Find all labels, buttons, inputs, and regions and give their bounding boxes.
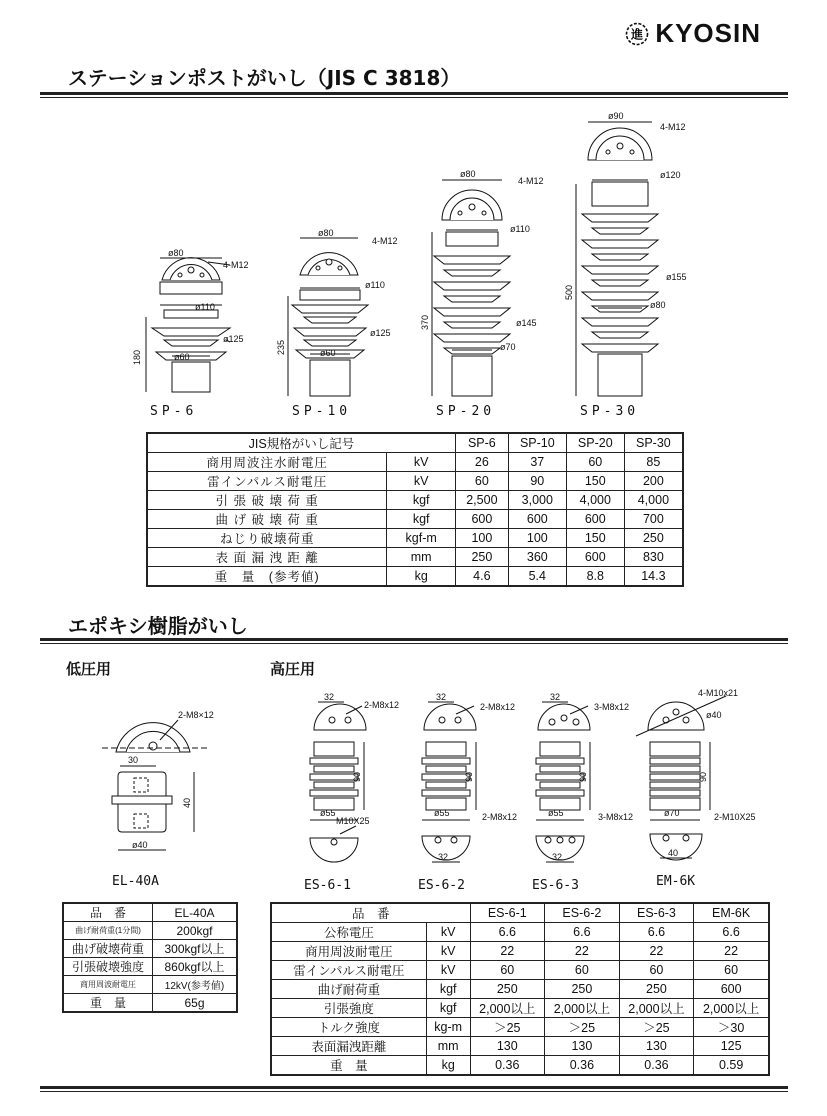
table-row [147,529,683,548]
table-row [271,942,769,961]
cell: 22 [694,942,769,961]
sp10-label: SP-10 [292,404,352,419]
svg-text:ø55: ø55 [548,808,564,818]
table-row [147,510,683,529]
svg-text:32: 32 [550,692,561,702]
row-unit: kgf-m [387,529,455,548]
table-row [271,999,769,1018]
row-name: 重 量 (参考値) [147,567,387,587]
es-spec-table [270,902,770,1076]
row-name: 引張破壊強度 [63,958,153,976]
row-unit: kgf [387,510,455,529]
row-unit: kg [387,567,455,587]
table-header-cell: SP-20 [566,433,624,453]
section2-title: エポキシ樹脂がいし [68,614,248,638]
table-header-cell: 品 番 [63,903,153,922]
svg-text:ø55: ø55 [434,808,450,818]
svg-text:ø80: ø80 [318,228,334,238]
svg-text:ø80: ø80 [460,169,476,179]
table-row [271,1037,769,1056]
table-header-row [271,903,769,923]
em6k-drawing [636,688,756,860]
table-row [147,491,683,510]
svg-text:2-M8×12: 2-M8×12 [178,710,214,720]
row-unit: kV [426,961,470,980]
svg-text:3-M8x12: 3-M8x12 [594,702,630,712]
svg-text:40: 40 [182,797,192,808]
row-unit: kgf [426,999,470,1018]
svg-text:ø80: ø80 [650,300,666,310]
cell: 65g [153,994,238,1013]
svg-text:90: 90 [698,771,708,782]
svg-text:370: 370 [420,314,430,330]
svg-text:30: 30 [128,755,139,765]
svg-text:32: 32 [436,692,447,702]
svg-text:4-M12: 4-M12 [372,236,398,246]
cell: 22 [470,942,545,961]
cell: ＞25 [470,1018,545,1037]
svg-text:ø110: ø110 [195,302,215,312]
row-unit: kV [426,942,470,961]
svg-text:4-M12: 4-M12 [660,122,686,132]
svg-text:4-M12: 4-M12 [518,176,544,186]
cell: 600 [508,510,566,529]
section1-rule [40,92,788,98]
table-header-cell: JIS規格がいし記号 [147,433,455,453]
es63-label: ES-6-3 [532,878,579,893]
cell: 250 [470,980,545,999]
cell: 130 [619,1037,694,1056]
svg-text:4-M12: 4-M12 [223,260,249,270]
svg-text:2-M8x12: 2-M8x12 [364,700,400,710]
svg-text:ø125: ø125 [223,334,244,344]
cell: ＞25 [619,1018,694,1037]
row-unit: kg-m [426,1018,470,1037]
cell: 0.36 [470,1056,545,1076]
row-name: ねじり破壊荷重 [147,529,387,548]
cell: 130 [470,1037,545,1056]
row-name: 引 張 破 壊 荷 重 [147,491,387,510]
svg-text:2-M10X25: 2-M10X25 [714,812,756,822]
cell: 14.3 [624,567,683,587]
svg-text:2-M8x12: 2-M8x12 [480,702,516,712]
row-unit: mm [426,1037,470,1056]
row-name: 公称電圧 [271,923,426,942]
svg-text:ø70: ø70 [500,342,516,352]
cell: 200kgf [153,922,238,940]
table-header-row [63,903,237,922]
cell: 4,000 [566,491,624,510]
row-unit: kV [387,472,455,491]
cell: ＞30 [694,1018,769,1037]
table-header-cell: EL-40A [153,903,238,922]
table-header-cell: SP-6 [455,433,508,453]
table-header-cell: SP-10 [508,433,566,453]
el40a-spec-table [62,902,238,1013]
row-name: 商用周波注水耐電圧 [147,453,387,472]
es62-label: ES-6-2 [418,878,465,893]
section1-title: ステーションポストがいし（JIS C 3818） [68,66,461,90]
cell: 250 [619,980,694,999]
row-name: トルク強度 [271,1018,426,1037]
sp6-label: SP-6 [150,404,198,419]
cell: 0.36 [619,1056,694,1076]
svg-text:ø125: ø125 [370,328,391,338]
row-name: 雷インパルス耐電圧 [271,961,426,980]
cell: 6.6 [619,923,694,942]
svg-text:ø40: ø40 [132,840,148,850]
svg-text:ø60: ø60 [174,352,190,362]
svg-text:ø145: ø145 [516,318,537,328]
cell: 250 [624,529,683,548]
row-name: 表面漏洩距離 [271,1037,426,1056]
cell: 4,000 [624,491,683,510]
low-voltage-heading: 低圧用 [66,660,112,678]
svg-text:ø40: ø40 [706,710,722,720]
table-row [271,1056,769,1076]
row-name: 曲 げ 破 壊 荷 重 [147,510,387,529]
svg-text:32: 32 [438,852,449,862]
table-header-cell: ES-6-3 [619,903,694,923]
table-row [271,1018,769,1037]
table-header-cell: 品 番 [271,903,470,923]
cell: 600 [455,510,508,529]
sp6-drawing [132,248,249,392]
svg-text:M10X25: M10X25 [336,816,370,826]
table-header-cell: SP-30 [624,433,683,453]
cell: 22 [545,942,620,961]
row-name: 曲げ耐荷重(1分間) [63,922,153,940]
em6k-label: EM-6K [656,874,696,889]
cell: 2,500 [455,491,508,510]
table-row [147,567,683,587]
row-name: 曲げ耐荷重 [271,980,426,999]
cell: 130 [545,1037,620,1056]
cell: 100 [455,529,508,548]
row-unit: kgf [426,980,470,999]
svg-text:ø90: ø90 [608,111,624,121]
cell: 150 [566,529,624,548]
cell: 26 [455,453,508,472]
row-name: 重 量 [63,994,153,1013]
row-unit: kV [426,923,470,942]
section2-rule [40,638,788,644]
row-unit: kg [426,1056,470,1076]
svg-text:90: 90 [352,771,362,782]
cell: 60 [455,472,508,491]
svg-text:180: 180 [132,349,142,365]
svg-text:40: 40 [668,848,679,858]
row-unit: kgf [387,491,455,510]
cell: 60 [470,961,545,980]
sp30-label: SP-30 [580,404,640,419]
cell: 60 [545,961,620,980]
svg-text:ø70: ø70 [664,808,680,818]
cell: 12kV(参考値) [153,976,238,994]
cell: 250 [455,548,508,567]
row-unit: mm [387,548,455,567]
el40a-label: EL-40A [112,874,159,889]
table-header-cell: ES-6-2 [545,903,620,923]
svg-text:ø120: ø120 [660,170,681,180]
cell: 4.6 [455,567,508,587]
table-header-cell: EM-6K [694,903,769,923]
cell: 6.6 [545,923,620,942]
svg-text:32: 32 [324,692,335,702]
cell: 6.6 [470,923,545,942]
svg-text:500: 500 [564,284,574,300]
cell: 200 [624,472,683,491]
table-row [271,961,769,980]
footer-rule [40,1086,788,1092]
cell: 90 [508,472,566,491]
brand-name: KYOSIN [655,18,761,48]
cell: 6.6 [694,923,769,942]
cell: 60 [566,453,624,472]
table-row [63,940,237,958]
svg-text:ø60: ø60 [320,348,336,358]
es61-label: ES-6-1 [304,878,351,893]
svg-text:ø110: ø110 [510,224,530,234]
table-row [63,976,237,994]
row-unit: kV [387,453,455,472]
table-row [63,994,237,1013]
cell: 60 [694,961,769,980]
cell: 600 [566,548,624,567]
cell: 85 [624,453,683,472]
sp20-label: SP-20 [436,404,496,419]
cell: 300kgf以上 [153,940,238,958]
row-name: 曲げ破壊荷重 [63,940,153,958]
cell: 0.36 [545,1056,620,1076]
cell: 700 [624,510,683,529]
cell: 0.59 [694,1056,769,1076]
cell: 830 [624,548,683,567]
cell: ＞25 [545,1018,620,1037]
cell: 600 [694,980,769,999]
es-drawings [296,686,796,876]
cell: 150 [566,472,624,491]
brand-logo [625,18,761,49]
cell: 600 [566,510,624,529]
sp-spec-table [146,432,684,587]
cell: 2,000以上 [619,999,694,1018]
cell: 3,000 [508,491,566,510]
table-row [271,923,769,942]
el40a-drawing [90,700,240,900]
row-name: 表 面 漏 洩 距 離 [147,548,387,567]
table-row [63,922,237,940]
svg-text:235: 235 [276,339,286,355]
cell: 2,000以上 [694,999,769,1018]
row-name: 引張強度 [271,999,426,1018]
svg-text:ø110: ø110 [365,280,385,290]
row-name: 商用周波耐電圧 [271,942,426,961]
sp20-drawing [420,169,544,396]
table-header-row [147,433,683,453]
table-row [63,958,237,976]
cell: 37 [508,453,566,472]
svg-text:ø55: ø55 [320,808,336,818]
kyosin-mark-icon [625,22,649,46]
svg-text:2-M8x12: 2-M8x12 [482,812,518,822]
cell: 360 [508,548,566,567]
cell: 100 [508,529,566,548]
cell: 22 [619,942,694,961]
svg-text:90: 90 [578,771,588,782]
cell: 2,000以上 [470,999,545,1018]
svg-text:4-M10x21: 4-M10x21 [698,688,739,698]
es63-drawing [536,692,633,862]
high-voltage-heading: 高圧用 [270,660,316,678]
table-row [147,548,683,567]
table-row [271,980,769,999]
svg-text:90: 90 [464,771,474,782]
row-name: 重 量 [271,1056,426,1076]
svg-text:3-M8x12: 3-M8x12 [598,812,634,822]
svg-text:32: 32 [552,852,563,862]
svg-text:ø155: ø155 [666,272,687,282]
svg-text:ø80: ø80 [168,248,184,258]
cell: 8.8 [566,567,624,587]
cell: 2,000以上 [545,999,620,1018]
cell: 250 [545,980,620,999]
sp30-drawing [564,111,687,396]
svg-text:進: 進 [631,27,644,41]
cell: 60 [619,961,694,980]
cell: 125 [694,1037,769,1056]
row-name: 商用周波耐電圧 [63,976,153,994]
es62-drawing [422,692,517,862]
cell: 860kgf以上 [153,958,238,976]
table-row [147,453,683,472]
cell: 5.4 [508,567,566,587]
table-row [147,472,683,491]
table-header-cell: ES-6-1 [470,903,545,923]
row-name: 雷インパルス耐電圧 [147,472,387,491]
sp-drawings [120,110,720,422]
sp10-drawing [276,228,398,396]
es61-drawing [310,692,399,862]
